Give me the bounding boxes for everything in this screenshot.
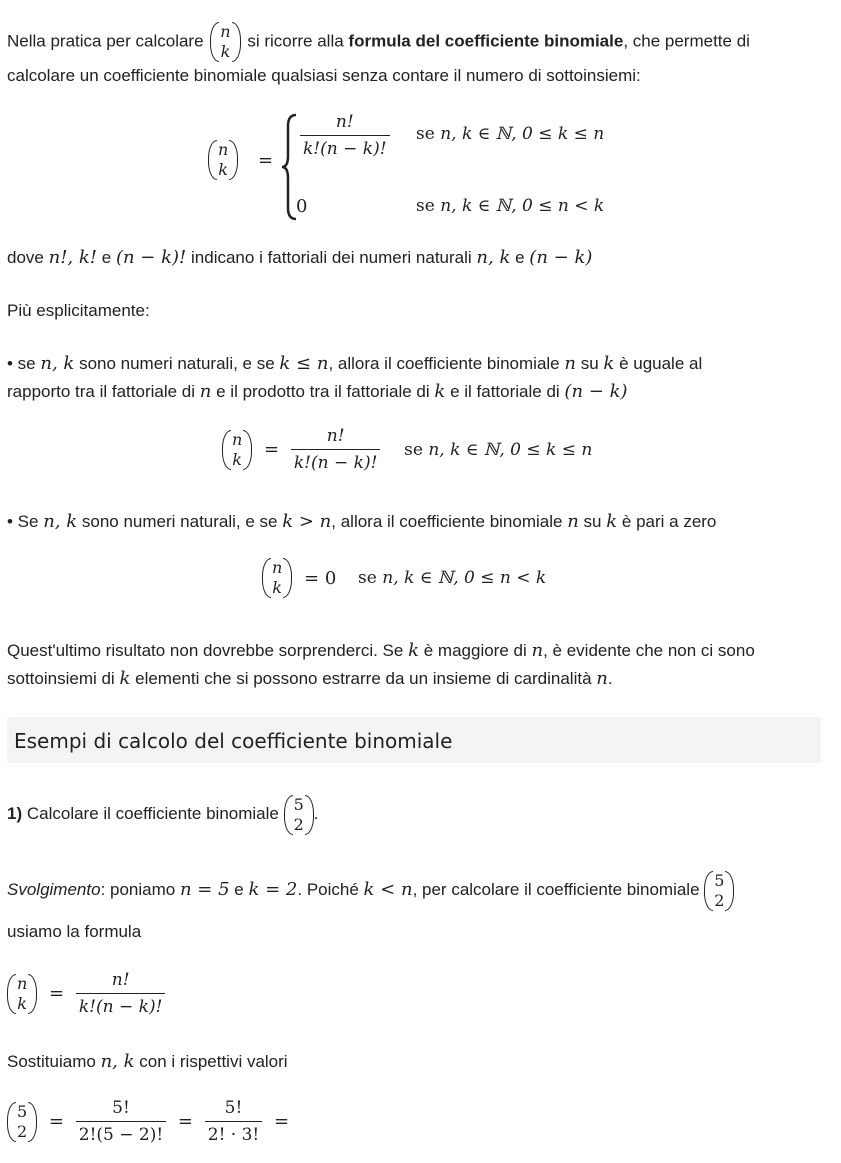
bullet-2-line: • Se n, k sono numeri naturali, e se k > n, allora il coefficiente binomiale n su k è pari a zero xyxy=(7,511,717,532)
formula-5: 5 2 = $\frac{5!}{2!(5 - 2)!}$ = $\frac{5!}{2! \cdot 3!}$ = xyxy=(7,1098,295,1145)
svolgimento-line-1: Svolgimento: poniamo n = 5 e k = 2. Poiché k < n, per calcolare il coefficiente binomiale 5 2 xyxy=(7,868,734,912)
intro-line-2: calcolare un coefficiente binomiale qualsiasi senza contare il numero di sottoinsiemi: xyxy=(7,66,641,85)
case1-fraction: $\frac{n!}{k!(n - k)!}$ xyxy=(300,112,390,159)
bullet-1-line-1: • se n, k sono numeri naturali, e se k ≤ n, allora il coefficiente binomiale n su k è uguale al xyxy=(7,353,703,374)
formula-cases: n k = $\frac{n!}{k!(n - k)!}$ se n, k ∈ ℕ, 0 ≤ k ≤ n 0 se n, k ∈ ℕ, 0 ≤ n < k xyxy=(208,112,648,222)
formula-lhs-binom: n k xyxy=(208,140,238,180)
intro-line-1: Nella pratica per calcolare n k si ricorre alla formula del coefficiente binomiale, che permette di xyxy=(7,22,750,61)
remark-line-1: Quest'ultimo risultato non dovrebbe sorprenderci. Se k è maggiore di n, è evidente che non ci sono xyxy=(7,640,755,661)
remark-line-2: sottoinsiemi di k elementi che si possono estrarre da un insieme di cardinalità n. xyxy=(7,668,613,689)
case2-condition: se n, k ∈ ℕ, 0 ≤ n < k xyxy=(416,196,605,216)
svolgimento-line-2: usiamo la formula xyxy=(7,922,142,941)
example-1: 1) Calcolare il coefficiente binomiale 5 2 . xyxy=(7,794,319,834)
case1-condition: se n, k ∈ ℕ, 0 ≤ k ≤ n xyxy=(416,124,605,144)
formula-4: n k = $\frac{n!}{k!(n - k)!}$ xyxy=(7,970,165,1017)
formula-3: n k = 0 se n, k ∈ ℕ, 0 ≤ n < k xyxy=(262,558,546,598)
bold-term: formula del coefficiente binomiale xyxy=(348,31,624,51)
dove-line: dove n!, k! e (n − k)! indicano i fattoriali dei numeri naturali n, k e (n − k) xyxy=(7,247,593,268)
bullet-1-line-2: rapporto tra il fattoriale di n e il prodotto tra il fattoriale di k e il fattoriale di (n − k) xyxy=(7,381,628,402)
section-heading: Esempi di calcolo del coefficiente binomiale xyxy=(7,717,821,763)
piu-esplicitamente: Più esplicitamente: xyxy=(7,301,150,320)
formula-2: n k = $\frac{n!}{k!(n - k)!}$ se n, k ∈ ℕ, 0 ≤ k ≤ n xyxy=(222,426,592,473)
svolgimento-label: Svolgimento xyxy=(7,880,101,899)
sostituiamo-line: Sostituiamo n, k con i rispettivi valori xyxy=(7,1051,288,1072)
binom-n-k: n k xyxy=(210,22,240,62)
